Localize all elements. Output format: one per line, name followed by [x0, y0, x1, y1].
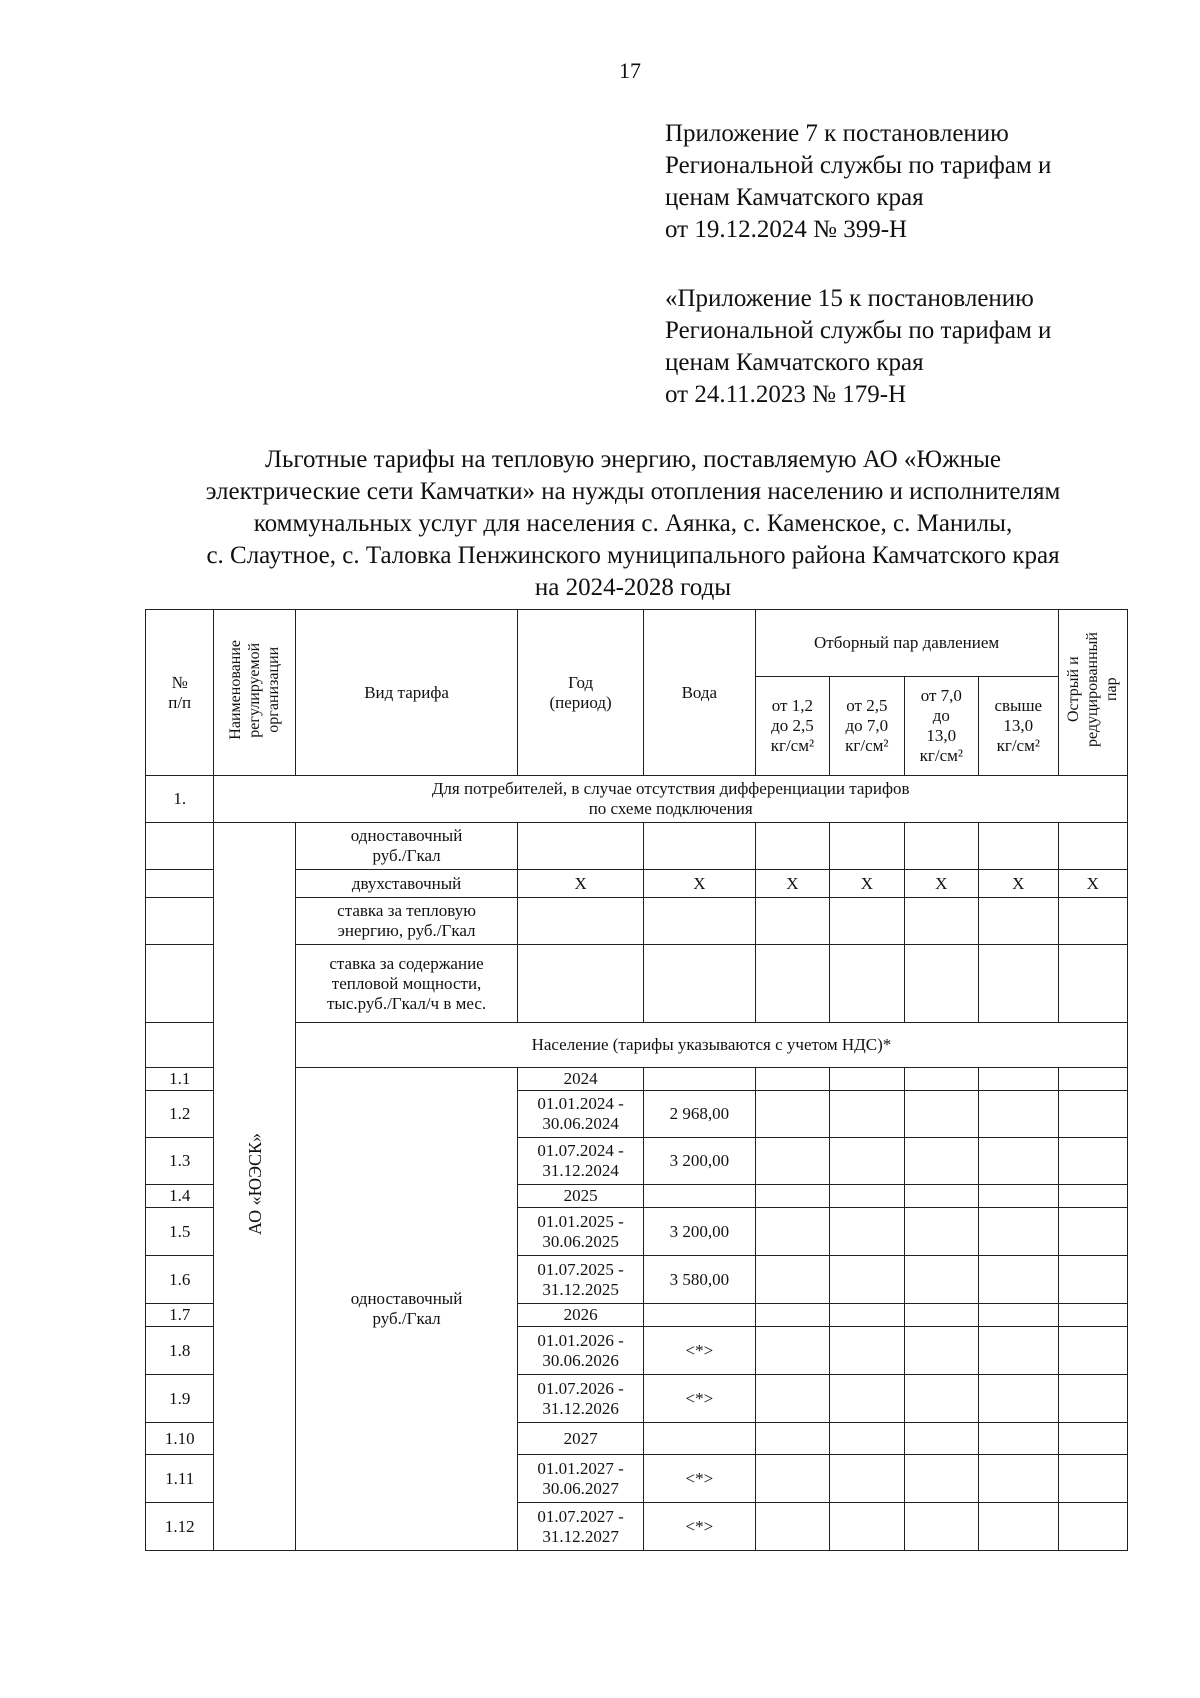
table-cell	[830, 1423, 904, 1455]
table-cell	[830, 1455, 904, 1503]
table-cell	[1058, 1503, 1127, 1551]
table-cell	[830, 945, 904, 1023]
table-cell	[755, 1503, 829, 1551]
row-num: 1.9	[146, 1375, 214, 1423]
table-cell	[644, 823, 756, 870]
header-num: № п/п	[146, 610, 214, 776]
title-line: Льготные тарифы на тепловую энергию, поставляемую АО «Южные	[265, 446, 1001, 473]
x-cell: Х	[644, 870, 756, 898]
table-cell	[830, 898, 904, 945]
row-num	[146, 823, 214, 870]
table-cell	[904, 1455, 978, 1503]
row-num: 1.5	[146, 1208, 214, 1256]
table-cell	[830, 1256, 904, 1304]
table-cell	[979, 1256, 1059, 1304]
table-cell	[830, 1304, 904, 1327]
table-cell	[518, 823, 644, 870]
table-cell	[904, 1091, 978, 1138]
x-cell: Х	[755, 870, 829, 898]
water-cell	[644, 1185, 756, 1208]
header-steam-4: свыше 13,0 кг/см²	[979, 677, 1059, 776]
population-label: Население (тарифы указываются с учетом НДС)*	[295, 1023, 1127, 1068]
period-cell: 2027	[518, 1423, 644, 1455]
section-title: Для потребителей, в случае отсутствия дифференциации тарифов по схеме подключения	[214, 776, 1128, 823]
row-num: 1.10	[146, 1423, 214, 1455]
x-cell: Х	[904, 870, 978, 898]
approval-block	[665, 118, 1051, 246]
x-cell: Х	[830, 870, 904, 898]
table-cell	[904, 1327, 978, 1375]
table-cell	[1058, 1138, 1127, 1185]
org-name: АО «ЮЭСК»	[244, 1133, 265, 1235]
title-line: электрические сети Камчатки» на нужды отопления населению и исполнителям	[205, 478, 1061, 505]
row-num: 1.4	[146, 1185, 214, 1208]
document-title	[133, 444, 1133, 604]
table-cell	[755, 945, 829, 1023]
amended-line: от 24.11.2023 № 179-Н	[665, 381, 907, 408]
row-num	[146, 1023, 214, 1068]
header-year: Год (период)	[518, 610, 644, 776]
table-cell	[1058, 1068, 1127, 1091]
title-line: с. Слаутное, с. Таловка Пенжинского муниципального района Камчатского края	[206, 542, 1060, 569]
table-cell	[755, 1256, 829, 1304]
table-cell	[830, 823, 904, 870]
approval-line: Приложение 7 к постановлению	[665, 120, 1009, 147]
water-cell	[644, 1304, 756, 1327]
table-cell	[755, 1327, 829, 1375]
table-cell	[1058, 1208, 1127, 1256]
table-cell	[518, 945, 644, 1023]
row-num	[146, 898, 214, 945]
title-line: на 2024-2028 годы	[534, 574, 732, 601]
table-cell	[755, 1138, 829, 1185]
row-num	[146, 945, 214, 1023]
water-cell: 3 200,00	[644, 1138, 756, 1185]
header-row	[146, 610, 1128, 677]
row-num: 1.7	[146, 1304, 214, 1327]
org-name-cell	[214, 823, 295, 1551]
table-cell	[755, 1304, 829, 1327]
header-org: Наименование регулируемой организации	[214, 610, 295, 776]
approval-line: от 19.12.2024 № 399-Н	[665, 216, 908, 243]
table-cell	[979, 898, 1059, 945]
table-cell	[755, 898, 829, 945]
table-cell	[1058, 1375, 1127, 1423]
period-cell: 01.01.2024 - 30.06.2024	[518, 1091, 644, 1138]
page-number: 17	[619, 58, 641, 83]
table-cell	[1058, 1304, 1127, 1327]
x-cell: Х	[979, 870, 1059, 898]
tariff-table	[145, 609, 1128, 1551]
table-cell	[755, 823, 829, 870]
table-cell	[979, 1375, 1059, 1423]
water-cell: <*>	[644, 1503, 756, 1551]
row-num: 1.3	[146, 1138, 214, 1185]
table-cell	[755, 1208, 829, 1256]
table-cell	[979, 1068, 1059, 1091]
period-cell: 01.07.2025 - 31.12.2025	[518, 1256, 644, 1304]
approval-line: Региональной службы по тарифам и	[665, 152, 1052, 179]
table-cell	[830, 1068, 904, 1091]
table-cell	[904, 1138, 978, 1185]
table-cell	[979, 1327, 1059, 1375]
table-cell	[1058, 1185, 1127, 1208]
table-row	[146, 823, 1128, 870]
table-cell	[904, 898, 978, 945]
table-cell	[1058, 1455, 1127, 1503]
table-cell	[644, 945, 756, 1023]
table-cell	[979, 1185, 1059, 1208]
table-cell	[904, 1423, 978, 1455]
water-cell	[644, 1068, 756, 1091]
tariff-type-cell: ставка за тепловую энергию, руб./Гкал	[295, 898, 517, 945]
table-cell	[755, 1068, 829, 1091]
table-cell	[904, 1304, 978, 1327]
header-steam-group: Отборный пар давлением	[755, 610, 1058, 677]
table-cell	[1058, 1423, 1127, 1455]
header-steam-1: от 1,2 до 2,5 кг/см²	[755, 677, 829, 776]
table-cell	[904, 823, 978, 870]
table-cell	[1058, 945, 1127, 1023]
approval-line: ценам Камчатского края	[665, 184, 924, 211]
period-cell: 2026	[518, 1304, 644, 1327]
table-cell	[904, 1375, 978, 1423]
water-cell: 3 580,00	[644, 1256, 756, 1304]
tariff-type-cell: ставка за содержание тепловой мощности, тыс.руб./Гкал/ч в мес.	[295, 945, 517, 1023]
header-steam-3: от 7,0 до 13,0 кг/см²	[904, 677, 978, 776]
table-cell	[979, 1503, 1059, 1551]
table-cell	[979, 1208, 1059, 1256]
period-cell: 01.01.2025 - 30.06.2025	[518, 1208, 644, 1256]
table-cell	[1058, 898, 1127, 945]
table-cell	[979, 1138, 1059, 1185]
table-cell	[979, 1455, 1059, 1503]
header-water: Вода	[644, 610, 756, 776]
row-num	[146, 870, 214, 898]
period-cell: 01.07.2027 - 31.12.2027	[518, 1503, 644, 1551]
header-sharp-steam: Острый и редуцированный пар	[1058, 610, 1127, 776]
table-cell	[1058, 1256, 1127, 1304]
table-cell	[904, 1256, 978, 1304]
water-cell: <*>	[644, 1375, 756, 1423]
table-cell	[755, 1185, 829, 1208]
table-cell	[904, 1208, 978, 1256]
x-cell: Х	[518, 870, 644, 898]
tariff-type-cell: двухставочный	[295, 870, 517, 898]
table-cell	[755, 1423, 829, 1455]
amended-block	[665, 283, 1051, 411]
table-cell	[1058, 1327, 1127, 1375]
title-line: коммунальных услуг для населения с. Аянка, с. Каменское, с. Манилы,	[253, 510, 1013, 537]
population-tariff-cell: одноставочный руб./Гкал	[295, 1068, 517, 1551]
amended-line: ценам Камчатского края	[665, 349, 924, 376]
amended-line: «Приложение 15 к постановлению	[665, 285, 1034, 312]
table-cell	[755, 1091, 829, 1138]
table-cell	[904, 945, 978, 1023]
row-num: 1.8	[146, 1327, 214, 1375]
period-cell: 01.07.2026 - 31.12.2026	[518, 1375, 644, 1423]
period-cell: 01.01.2026 - 30.06.2026	[518, 1327, 644, 1375]
table-cell	[830, 1375, 904, 1423]
table-cell	[830, 1208, 904, 1256]
water-cell	[644, 1423, 756, 1455]
table-cell	[979, 1304, 1059, 1327]
table-cell	[830, 1503, 904, 1551]
table-cell	[830, 1185, 904, 1208]
water-cell: 2 968,00	[644, 1091, 756, 1138]
row-num: 1.6	[146, 1256, 214, 1304]
water-cell: <*>	[644, 1455, 756, 1503]
table-cell	[518, 898, 644, 945]
amended-line: Региональной службы по тарифам и	[665, 317, 1052, 344]
table-cell	[979, 945, 1059, 1023]
table-cell	[830, 1138, 904, 1185]
row-num: 1.11	[146, 1455, 214, 1503]
table-cell	[1058, 823, 1127, 870]
section-number: 1.	[146, 776, 214, 823]
table-cell	[979, 1423, 1059, 1455]
table-cell	[979, 823, 1059, 870]
table-cell	[755, 1455, 829, 1503]
x-cell: Х	[1058, 870, 1127, 898]
table-cell	[830, 1091, 904, 1138]
row-num: 1.12	[146, 1503, 214, 1551]
table-cell	[1058, 1091, 1127, 1138]
table-cell	[904, 1503, 978, 1551]
header-steam-2: от 2,5 до 7,0 кг/см²	[830, 677, 904, 776]
period-cell: 2025	[518, 1185, 644, 1208]
table-cell	[830, 1327, 904, 1375]
row-num: 1.1	[146, 1068, 214, 1091]
period-cell: 2024	[518, 1068, 644, 1091]
header-tariff-type: Вид тарифа	[295, 610, 517, 776]
table-cell	[904, 1185, 978, 1208]
table-cell	[755, 1375, 829, 1423]
water-cell: 3 200,00	[644, 1208, 756, 1256]
table-cell	[644, 898, 756, 945]
period-cell: 01.07.2024 - 31.12.2024	[518, 1138, 644, 1185]
water-cell: <*>	[644, 1327, 756, 1375]
section-row	[146, 776, 1128, 823]
row-num: 1.2	[146, 1091, 214, 1138]
tariff-type-cell: одноставочный руб./Гкал	[295, 823, 517, 870]
table-cell	[979, 1091, 1059, 1138]
table-cell	[904, 1068, 978, 1091]
period-cell: 01.01.2027 - 30.06.2027	[518, 1455, 644, 1503]
